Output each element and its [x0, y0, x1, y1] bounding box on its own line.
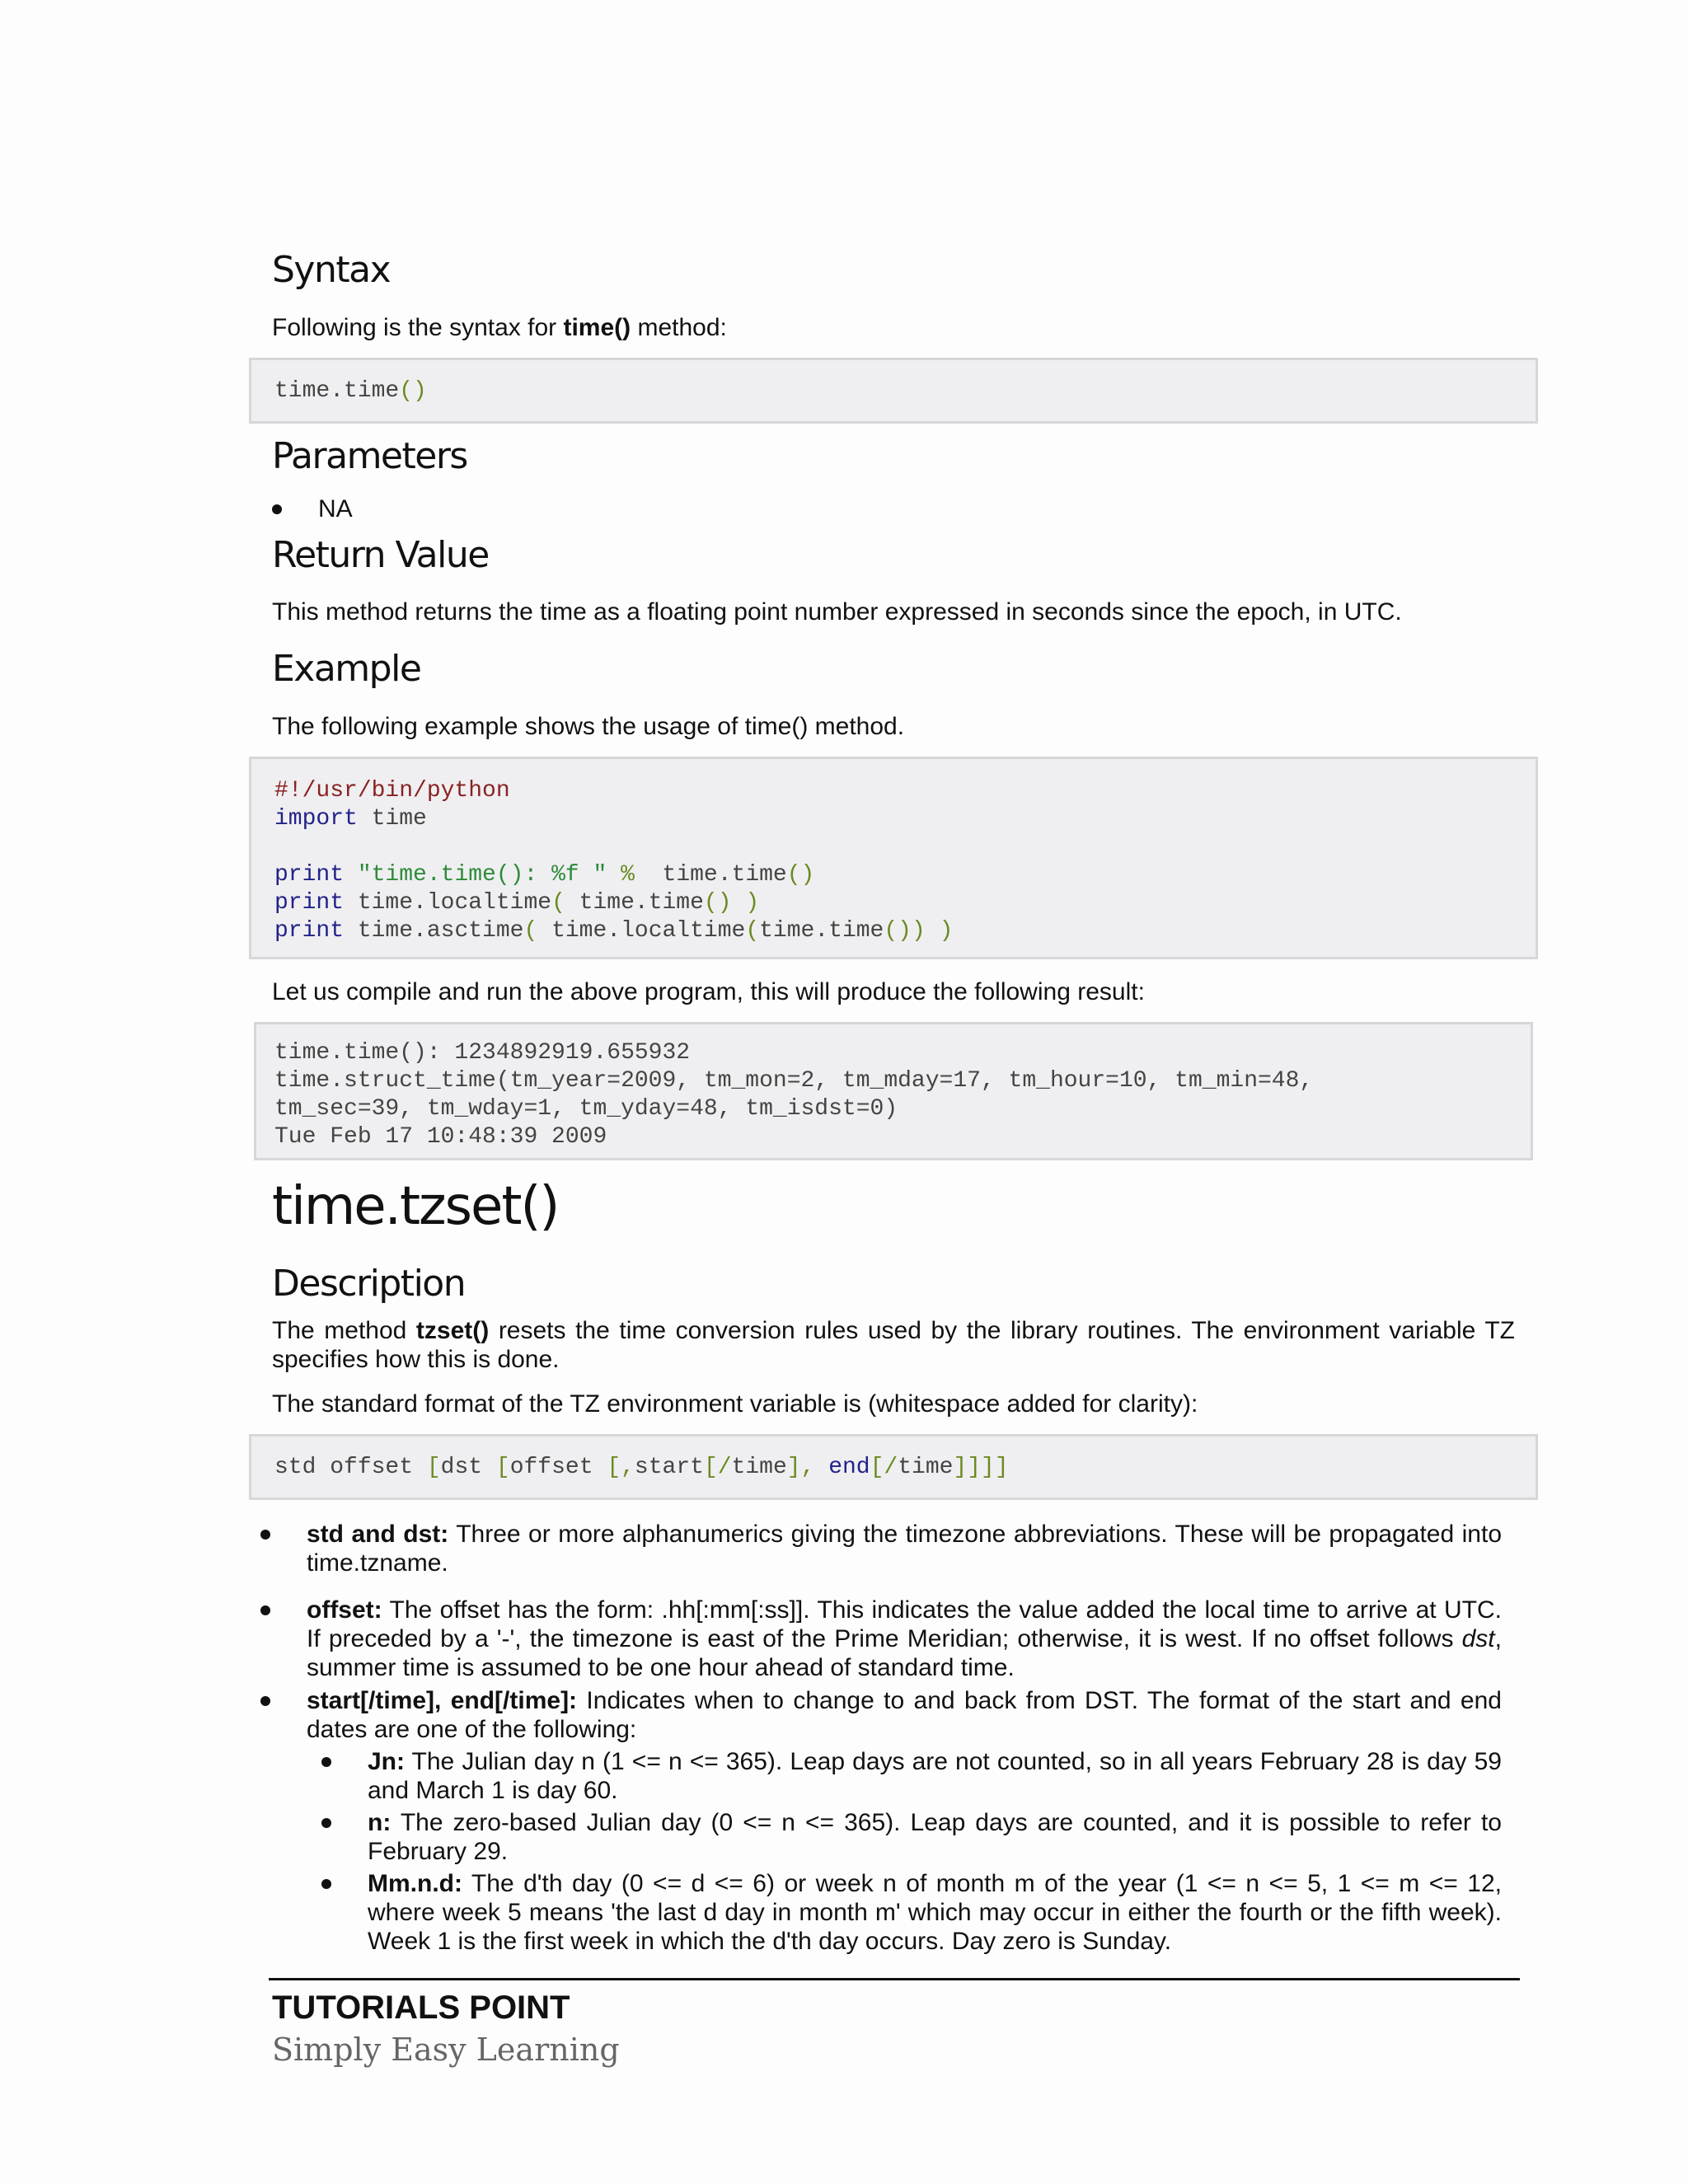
sub-bullet-mmnd: Mm.n.d: The d'th day (0 <= d <= 6) or week n of month m of the year (1 <= n <= 5, 1 <= m <= 12, where week 5 means 'the last d day in month m' which may occur in either the fourth or the fifth week). Week 1 is the first week in which the d'th day occurs. Day zero is Sunday. [368, 1870, 1502, 1955]
output-line: Tue Feb 17 10:48:39 2009 [274, 1124, 607, 1150]
syntax-heading: Syntax [272, 249, 391, 291]
footer-rule [269, 1978, 1520, 1980]
bullet-start-end: start[/time], end[/time]: Indicates when to change to and back from DST. The format of the start and end dates are one of the following: [307, 1687, 1502, 1743]
example-intro: The following example shows the usage of time() method. [272, 713, 905, 740]
output-line: time.struct_time(tm_year=2009, tm_mon=2, tm_mday=17, tm_hour=10, tm_min=48, [274, 1068, 1314, 1094]
parameters-heading: Parameters [272, 435, 467, 477]
code-line: #!/usr/bin/python [274, 778, 510, 804]
code-line: print time.localtime( time.time() ) [274, 890, 760, 916]
sub-bullet-n: n: The zero-based Julian day (0 <= n <= 365). Leap days are counted, and it is possible to refer to February 29. [368, 1809, 1502, 1865]
bullet-icon [260, 1530, 270, 1540]
code-line: print time.asctime( time.localtime(time.time()) ) [274, 918, 954, 944]
bullet-icon [260, 1696, 270, 1706]
output-block [254, 1022, 1533, 1160]
code-line: import time [274, 806, 427, 832]
description-text: The method tzset() resets the time conversion rules used by the library routines. The environment variable TZ specifies how this is done. [272, 1317, 1515, 1373]
code-line [274, 833, 1536, 861]
bullet-icon [272, 504, 282, 514]
bullet-std-dst: std and dst: Three or more alphanumerics giving the timezone abbreviations. These will be propagated into time.tzname. [307, 1521, 1502, 1577]
sub-bullet-icon [321, 1757, 331, 1767]
code-line: print "time.time(): %f " % time.time() [274, 862, 815, 888]
format-code-block [249, 1434, 1538, 1500]
output-line: time.time(): 1234892919.655932 [274, 1040, 691, 1066]
parameter-item: NA [318, 495, 353, 523]
format-intro: The standard format of the TZ environment variable is (whitespace added for clarity): [272, 1390, 1198, 1418]
result-intro: Let us compile and run the above program, this will produce the following result: [272, 978, 1145, 1005]
sub-bullet-icon [321, 1879, 331, 1889]
footer-tagline: Simply Easy Learning [272, 2032, 620, 2068]
description-heading: Description [272, 1263, 466, 1305]
bullet-offset: offset: The offset has the form: .hh[:mm[:ss]]. This indicates the value added the local time to arrive at UTC. If preceded by a '-', the timezone is east of the Prime Meridian; otherwise, it is west. If no offset follows dst, summer time is assumed to be one hour ahead of standard time. [307, 1596, 1502, 1681]
tzset-title: time.tzset() [272, 1176, 559, 1237]
sub-bullet-jn: Jn: The Julian day n (1 <= n <= 365). Leap days are not counted, so in all years February 28 is day 59 and March 1 is day 60. [368, 1748, 1502, 1804]
syntax-code-line: time.time() [274, 378, 427, 404]
bullet-icon [260, 1605, 270, 1615]
syntax-code-block [249, 358, 1538, 424]
example-code-block [249, 757, 1538, 959]
format-code-line: std offset [dst [offset [,start[/time], end[/time]]]] [274, 1455, 1009, 1480]
return-value-heading: Return Value [272, 534, 489, 576]
example-heading: Example [272, 648, 421, 690]
output-line: tm_sec=39, tm_wday=1, tm_yday=48, tm_isdst=0) [274, 1096, 898, 1122]
footer-brand: TUTORIALS POINT [272, 1990, 570, 2026]
sub-bullet-icon [321, 1818, 331, 1828]
return-value-text: This method returns the time as a floating point number expressed in seconds since the epoch, in UTC. [272, 598, 1402, 626]
syntax-intro: Following is the syntax for time() method: [272, 314, 727, 341]
